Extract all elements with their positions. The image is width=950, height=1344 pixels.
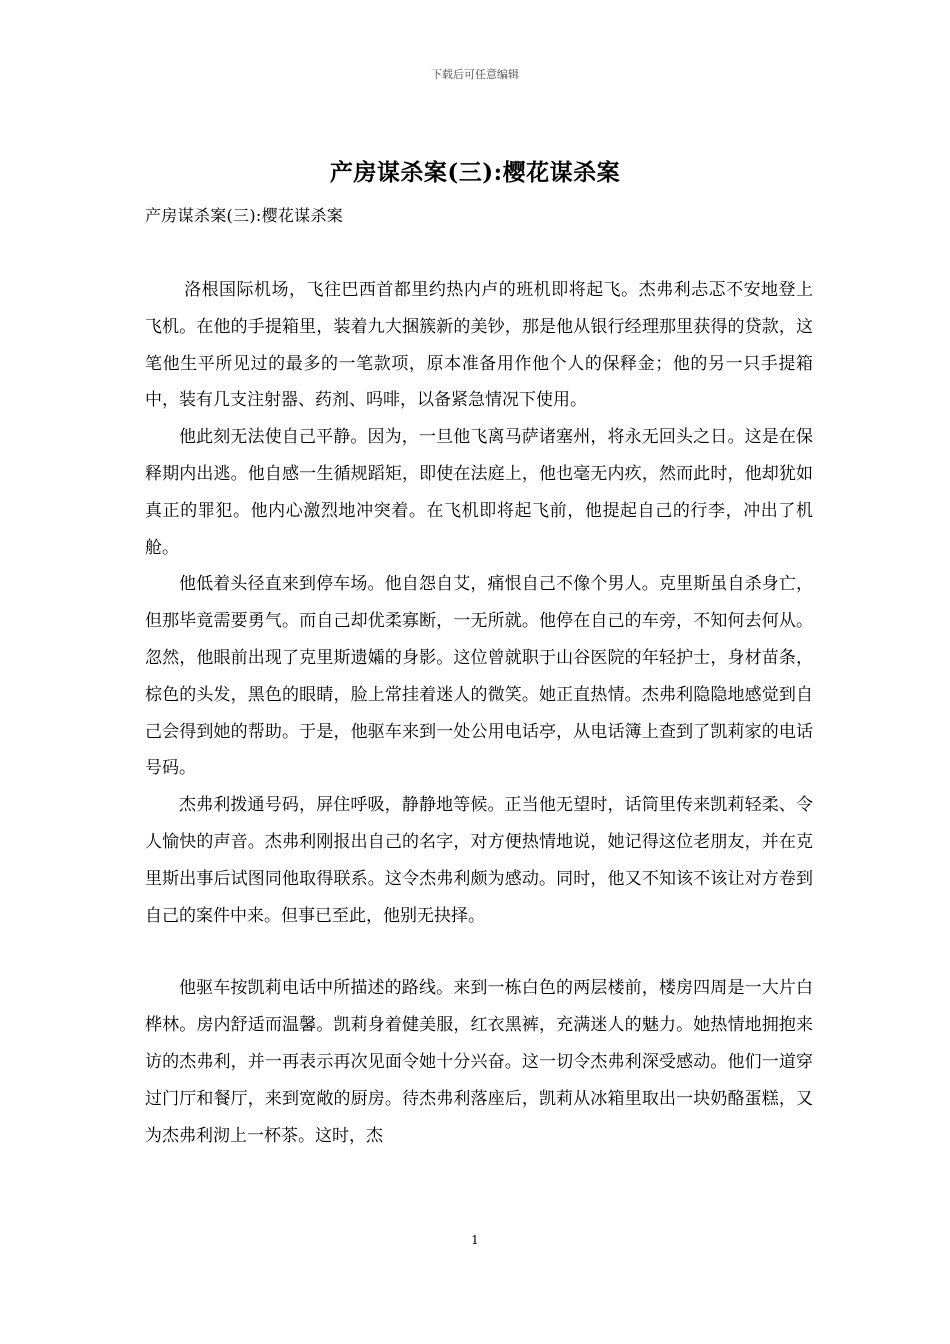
page-number: 1 (471, 1233, 479, 1247)
document-body (145, 272, 813, 1154)
document-subtitle: 产房谋杀案(三):樱花谋杀案 (145, 206, 344, 225)
paragraph: 他此刻无法使自己平静。因为，一旦他飞离马萨诸塞州，将永无回头之日。这是在保释期内出逃。他自感一生循规蹈矩，即使在法庭上，他也毫无内疚，然而此时，他却犹如真正的罪犯。他内心激烈地冲突着。在飞机即将起飞前，他提起自己的行李，冲出了机舱。 (145, 427, 813, 558)
header-note: 下载后可任意编辑 (431, 68, 519, 81)
document-title: 产房谋杀案(三):樱花谋杀案 (329, 159, 621, 186)
paragraph: 他驱车按凯莉电话中所描述的路线。来到一栋白色的两层楼前，楼房四周是一大片白桦林。房内舒适而温馨。凯莉身着健美服，红衣黑裤，充满迷人的魅力。她热情地拥抱来访的杰弗利，并一再表示再次见面令她十分兴奋。这一切令杰弗利深受感动。他们一道穿过门厅和餐厅，来到宽敞的厨房。待杰弗利落座后，凯莉从冰箱里取出一块奶酪蛋糕，又为杰弗利沏上一杯茶。这时，杰 (145, 978, 813, 1146)
paragraph: 他低着头径直来到停车场。他自怨自艾，痛恨自己不像个男人。克里斯虽自杀身亡，但那毕竟需要勇气。而自己却优柔寡断，一无所就。他停在自己的车旁，不知何去何从。忽然，他眼前出现了克里斯遗孀的身影。这位曾就职于山谷医院的年轻护士，身材苗条，棕色的头发，黑色的眼睛，脸上常挂着迷人的微笑。她正直热情。杰弗利隐隐地感觉到自己会得到她的帮助。于是，他驱车来到一处公用电话亭，从电话簿上查到了凯莉家的电话号码。 (145, 574, 813, 779)
paragraph: 杰弗利拨通号码，屏住呼吸，静静地等候。正当他无望时，话筒里传来凯莉轻柔、令人愉快的声音。杰弗利刚报出自己的名字，对方便热情地说，她记得这位老朋友，并在克里斯出事后试图同他取得联系。这令杰弗利颇为感动。同时，他又不知该不该让对方卷到自己的案件中来。但事已至此，他别无抉择。 (145, 795, 813, 926)
paragraph: 洛根国际机场，飞往巴西首都里约热内卢的班机即将起飞。杰弗利忐忑不安地登上飞机。在他的手提箱里，装着九大捆簇新的美钞，那是他从银行经理那里获得的贷款，这笔他生平所见过的最多的一笔款项，原本准备用作他个人的保释金；他的另一只手提箱中，装有几支注射器、药剂、吗啡，以备紧急情况下使用。 (145, 280, 813, 411)
